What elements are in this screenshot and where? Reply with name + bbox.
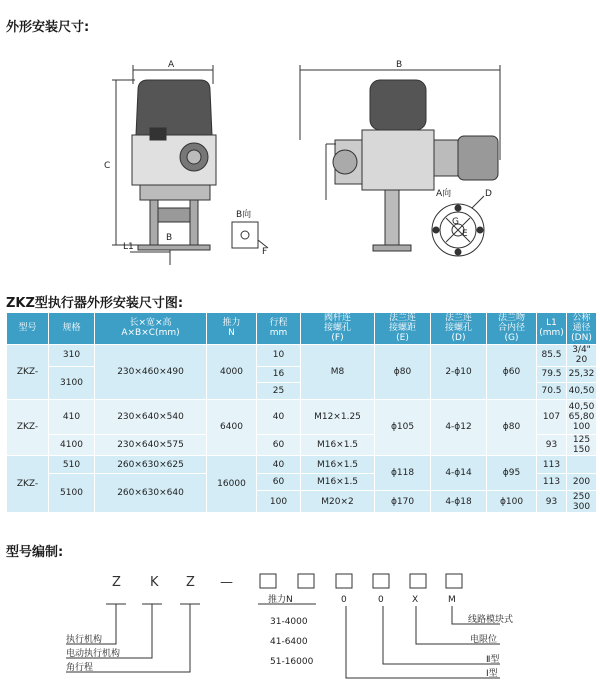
header-flange-hole: 法兰连 接螺孔 (D) — [431, 313, 487, 345]
cell-dn: 25,32 — [567, 366, 597, 382]
spec-table — [6, 312, 597, 513]
header-model: 型号 — [7, 313, 49, 345]
section-title-table: ZKZ型执行器外形安装尺寸图: — [6, 296, 184, 311]
cell-model: ZKZ- — [7, 399, 49, 456]
cell-pitch: ϕ118 — [375, 456, 431, 491]
dim-label-f: F — [262, 247, 268, 257]
cell-thread: M12×1.25 — [301, 399, 375, 434]
dim-label-d: D — [485, 189, 492, 199]
cell-thread: M16×1.5 — [301, 434, 375, 456]
cell-hole: 4-ϕ12 — [431, 399, 487, 456]
cell-stroke: 40 — [257, 399, 301, 434]
desc-limit: 电限位 — [470, 635, 498, 645]
cell-thrust: 4000 — [207, 344, 257, 399]
cell-spec: 310 — [49, 344, 95, 366]
cell-thread: M16×1.5 — [301, 456, 375, 474]
cell-l1: 113 — [537, 456, 567, 474]
cell-bore: ϕ80 — [487, 399, 537, 456]
desc-electric: 电动执行机构 — [66, 649, 121, 659]
cell-pitch: ϕ170 — [375, 491, 431, 513]
code-zero-1: 0 — [341, 595, 347, 605]
cell-thread: M8 — [301, 344, 375, 399]
cell-spec: 510 — [49, 456, 95, 474]
dim-label-b: B — [396, 60, 403, 70]
desc-type1: Ⅰ型 — [486, 669, 498, 679]
dimension-drawing — [0, 40, 600, 290]
cell-l1: 85.5 — [537, 344, 567, 366]
cell-dims: 230×640×575 — [95, 434, 207, 456]
cell-l1: 93 — [537, 434, 567, 456]
code-letter-z1: Z — [112, 575, 121, 590]
thrust-label: 推力N — [268, 595, 293, 605]
code-zero-2: 0 — [378, 595, 384, 605]
header-flange-bore: 法兰吻 合内径 (G) — [487, 313, 537, 345]
table-row — [7, 344, 597, 366]
cell-pitch: ϕ105 — [375, 399, 431, 456]
cell-stroke: 60 — [257, 434, 301, 456]
section-title-dimensions: 外形安装尺寸: — [6, 20, 90, 35]
model-code-diagram — [0, 560, 600, 689]
cell-stroke: 10 — [257, 344, 301, 366]
cell-dn: 40,50 — [567, 383, 597, 399]
desc-angular: 角行程 — [66, 663, 94, 673]
dim-label-b-small: B — [166, 233, 173, 243]
section-title-model-code: 型号编制: — [6, 545, 64, 560]
dim-label-c: C — [104, 161, 111, 171]
header-stroke: 行程 mm — [257, 313, 301, 345]
cell-l1: 93 — [537, 491, 567, 513]
cell-thread: M20×2 — [301, 491, 375, 513]
cell-hole: 4-ϕ14 — [431, 456, 487, 491]
desc-module: 线路模块式 — [468, 615, 514, 625]
cell-spec: 3100 — [49, 366, 95, 399]
cell-stroke: 40 — [257, 456, 301, 474]
thrust-option: 41-6400 — [270, 637, 308, 647]
cell-spec: 4100 — [49, 434, 95, 456]
header-flange-pitch: 法兰连 接螺距 (E) — [375, 313, 431, 345]
header-dn: 公称 通径 (DN) — [567, 313, 597, 345]
desc-actuator: 执行机构 — [66, 635, 103, 645]
desc-type2: Ⅱ型 — [486, 655, 500, 665]
cell-stroke: 100 — [257, 491, 301, 513]
cell-spec: 410 — [49, 399, 95, 434]
thrust-option: 31-4000 — [270, 617, 308, 627]
cell-bore: ϕ100 — [487, 491, 537, 513]
cell-pitch: ϕ80 — [375, 344, 431, 399]
table-row — [7, 456, 597, 474]
cell-l1: 79.5 — [537, 366, 567, 382]
cell-l1: 70.5 — [537, 383, 567, 399]
cell-dims: 260×630×640 — [95, 473, 207, 512]
cell-bore: ϕ95 — [487, 456, 537, 491]
dim-label-a: A — [168, 60, 175, 70]
view-a-label: A向 — [436, 189, 452, 199]
dim-label-e: E — [462, 229, 468, 239]
cell-spec: 5100 — [49, 473, 95, 512]
cell-model: ZKZ- — [7, 456, 49, 513]
code-letter-z2: Z — [186, 575, 195, 590]
cell-thrust: 6400 — [207, 399, 257, 456]
table-header-row — [7, 313, 597, 345]
cell-dims: 260×630×625 — [95, 456, 207, 474]
cell-stroke: 16 — [257, 366, 301, 382]
header-valve-thread: 阀杆连 接螺孔 (F) — [301, 313, 375, 345]
dim-label-l1: L1 — [123, 242, 134, 252]
cell-dn — [567, 456, 597, 474]
code-m: M — [448, 595, 456, 605]
table-row — [7, 399, 597, 434]
code-dash: — — [220, 575, 233, 590]
cell-dn: 250 300 — [567, 491, 597, 513]
cell-hole: 2-ϕ10 — [431, 344, 487, 399]
cell-dn: 125 150 — [567, 434, 597, 456]
thrust-option: 51-16000 — [270, 657, 314, 667]
cell-stroke: 25 — [257, 383, 301, 399]
cell-bore: ϕ60 — [487, 344, 537, 399]
cell-dims: 230×640×540 — [95, 399, 207, 434]
cell-stroke: 60 — [257, 473, 301, 491]
code-letter-k: K — [150, 575, 159, 590]
cell-dn: 200 — [567, 473, 597, 491]
cell-dims: 230×460×490 — [95, 344, 207, 399]
cell-thrust: 16000 — [207, 456, 257, 513]
cell-hole: 4-ϕ18 — [431, 491, 487, 513]
cell-dn: 40,50 65,80 100 — [567, 399, 597, 434]
view-b-label: B向 — [236, 210, 252, 220]
header-spec: 规格 — [49, 313, 95, 345]
cell-dn: 3/4" 20 — [567, 344, 597, 366]
cell-model: ZKZ- — [7, 344, 49, 399]
header-l1: L1 (mm) — [537, 313, 567, 345]
header-thrust: 推力 N — [207, 313, 257, 345]
dim-label-g: G — [452, 217, 459, 227]
cell-l1: 107 — [537, 399, 567, 434]
cell-thread: M16×1.5 — [301, 473, 375, 491]
header-dims: 长×宽×高 A×B×C(mm) — [95, 313, 207, 345]
code-x: X — [412, 595, 419, 605]
cell-l1: 113 — [537, 473, 567, 491]
